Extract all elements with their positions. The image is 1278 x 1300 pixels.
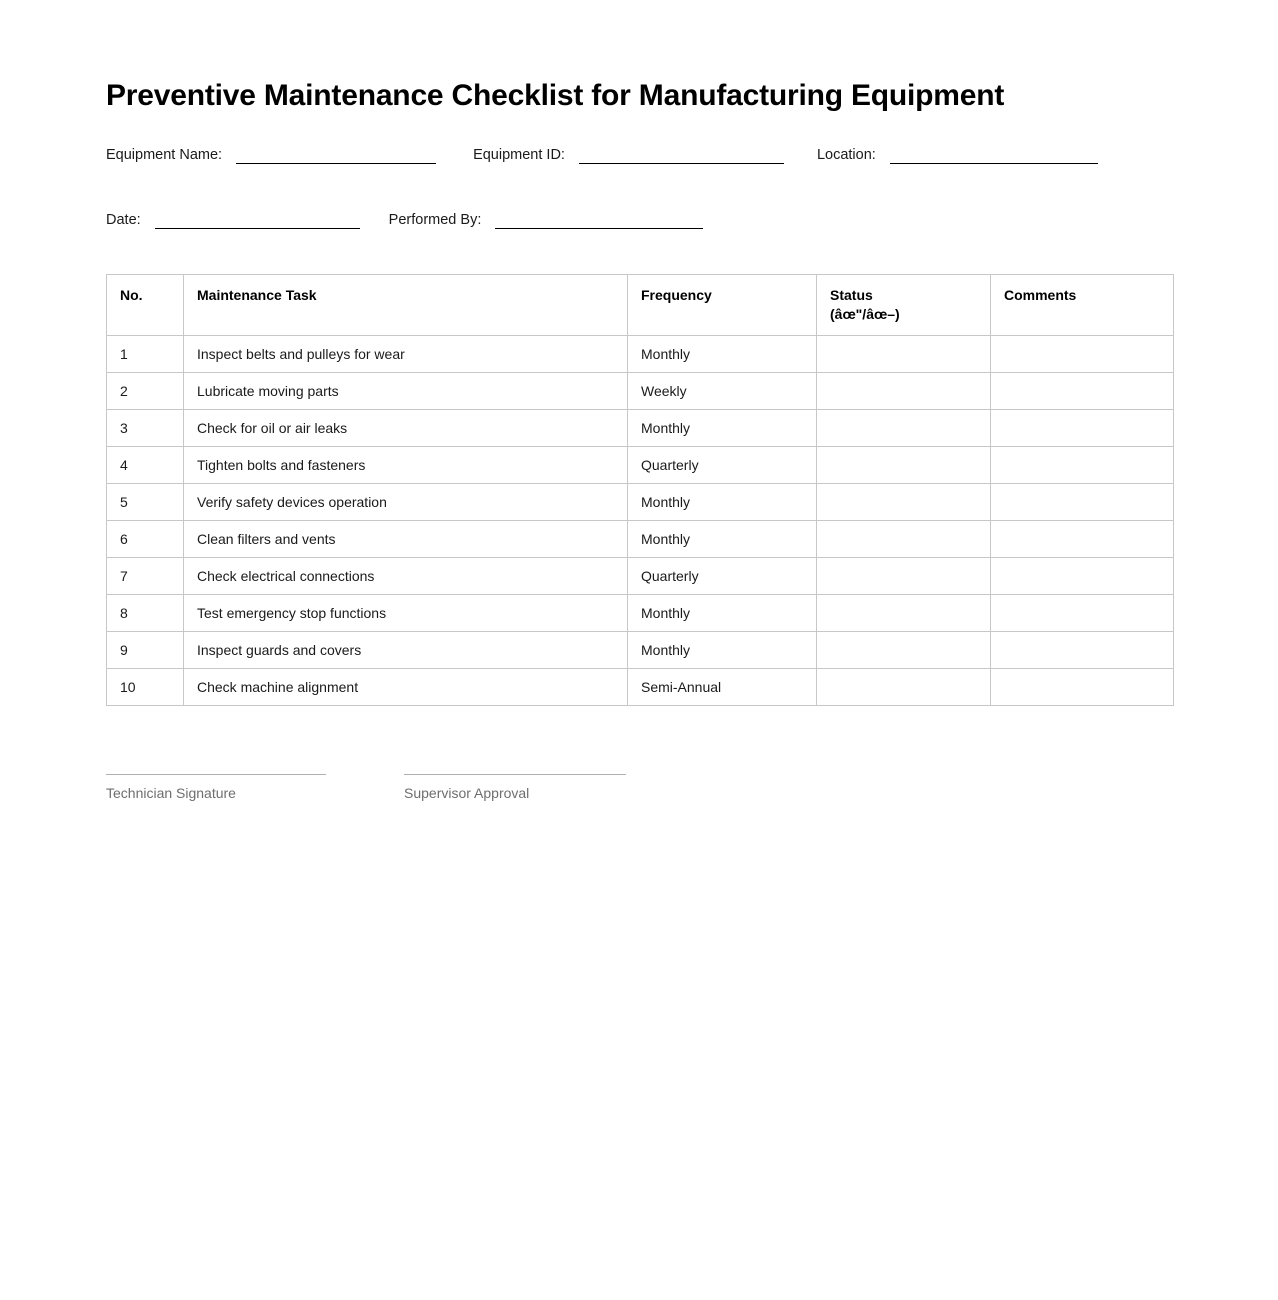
performed-by-label: Performed By: bbox=[388, 212, 482, 228]
cell-no: 6 bbox=[107, 520, 184, 557]
table-row bbox=[107, 557, 1174, 594]
cell-frequency: Quarterly bbox=[628, 446, 817, 483]
equipment-id-label: Equipment ID: bbox=[473, 147, 565, 163]
cell-task: Inspect guards and covers bbox=[184, 631, 628, 668]
table-row bbox=[107, 372, 1174, 409]
cell-comments[interactable] bbox=[991, 335, 1174, 372]
cell-frequency: Monthly bbox=[628, 409, 817, 446]
cell-status[interactable] bbox=[817, 631, 991, 668]
location-label: Location: bbox=[816, 147, 876, 163]
cell-comments[interactable] bbox=[991, 446, 1174, 483]
date-label: Date: bbox=[106, 212, 141, 228]
cell-frequency: Monthly bbox=[628, 335, 817, 372]
supervisor-approval-line[interactable] bbox=[404, 774, 626, 775]
cell-task: Verify safety devices operation bbox=[184, 483, 628, 520]
equipment-id-field[interactable] bbox=[473, 146, 784, 164]
table-row bbox=[107, 335, 1174, 372]
cell-comments[interactable] bbox=[991, 483, 1174, 520]
cell-task: Test emergency stop functions bbox=[184, 594, 628, 631]
technician-signature-label: Technician Signature bbox=[106, 784, 236, 801]
cell-no: 3 bbox=[107, 409, 184, 446]
technician-signature-block[interactable] bbox=[106, 774, 326, 801]
technician-signature-line[interactable] bbox=[106, 774, 326, 775]
cell-status[interactable] bbox=[817, 668, 991, 705]
page-title: Preventive Maintenance Checklist for Manufacturing Equipment bbox=[106, 79, 1005, 112]
cell-task: Check electrical connections bbox=[184, 557, 628, 594]
cell-task: Clean filters and vents bbox=[184, 520, 628, 557]
document-page bbox=[106, 0, 1174, 801]
cell-task: Check for oil or air leaks bbox=[184, 409, 628, 446]
performed-by-input[interactable] bbox=[495, 213, 703, 229]
cell-task: Lubricate moving parts bbox=[184, 372, 628, 409]
maintenance-checklist-table bbox=[106, 274, 1174, 706]
cell-frequency: Monthly bbox=[628, 631, 817, 668]
cell-no: 1 bbox=[107, 335, 184, 372]
column-header-no: No. bbox=[107, 275, 184, 336]
column-header-status-text: Status bbox=[830, 287, 873, 303]
equipment-name-label: Equipment Name: bbox=[106, 147, 223, 163]
cell-status[interactable] bbox=[817, 446, 991, 483]
cell-no: 7 bbox=[107, 557, 184, 594]
cell-frequency: Monthly bbox=[628, 483, 817, 520]
cell-no: 5 bbox=[107, 483, 184, 520]
location-field[interactable] bbox=[817, 146, 1098, 164]
column-header-frequency: Frequency bbox=[628, 275, 817, 336]
location-input[interactable] bbox=[890, 148, 1098, 164]
equipment-name-input[interactable] bbox=[236, 148, 436, 164]
cell-status[interactable] bbox=[817, 372, 991, 409]
cell-status[interactable] bbox=[817, 557, 991, 594]
date-field[interactable] bbox=[106, 211, 360, 229]
table-body bbox=[107, 335, 1174, 705]
cell-status[interactable] bbox=[817, 483, 991, 520]
column-header-task: Maintenance Task bbox=[184, 275, 628, 336]
table-row bbox=[107, 409, 1174, 446]
table-row bbox=[107, 594, 1174, 631]
cell-frequency: Monthly bbox=[628, 594, 817, 631]
equipment-id-input[interactable] bbox=[579, 148, 784, 164]
table-row bbox=[107, 483, 1174, 520]
column-header-comments: Comments bbox=[991, 275, 1174, 336]
cell-comments[interactable] bbox=[991, 557, 1174, 594]
cell-frequency: Quarterly bbox=[628, 557, 817, 594]
performed-by-field[interactable] bbox=[389, 211, 704, 229]
cell-comments[interactable] bbox=[991, 668, 1174, 705]
cell-comments[interactable] bbox=[991, 409, 1174, 446]
supervisor-approval-label: Supervisor Approval bbox=[404, 784, 530, 801]
table-row bbox=[107, 446, 1174, 483]
cell-task: Check machine alignment bbox=[184, 668, 628, 705]
table-row bbox=[107, 520, 1174, 557]
date-input[interactable] bbox=[155, 213, 360, 229]
signature-section bbox=[106, 774, 1174, 801]
cell-status[interactable] bbox=[817, 520, 991, 557]
cell-task: Tighten bolts and fasteners bbox=[184, 446, 628, 483]
cell-comments[interactable] bbox=[991, 631, 1174, 668]
cell-frequency: Weekly bbox=[628, 372, 817, 409]
supervisor-approval-block[interactable] bbox=[404, 774, 626, 801]
cell-comments[interactable] bbox=[991, 520, 1174, 557]
cell-task: Inspect belts and pulleys for wear bbox=[184, 335, 628, 372]
table-row bbox=[107, 668, 1174, 705]
cell-frequency: Semi-Annual bbox=[628, 668, 817, 705]
table-header-row bbox=[107, 275, 1174, 336]
equipment-name-field[interactable] bbox=[106, 146, 436, 164]
cell-comments[interactable] bbox=[991, 594, 1174, 631]
column-header-status bbox=[817, 275, 991, 336]
cell-no: 10 bbox=[107, 668, 184, 705]
cell-status[interactable] bbox=[817, 594, 991, 631]
equipment-info-row bbox=[106, 146, 1174, 164]
cell-status[interactable] bbox=[817, 335, 991, 372]
table-row bbox=[107, 631, 1174, 668]
cell-no: 8 bbox=[107, 594, 184, 631]
cell-status[interactable] bbox=[817, 409, 991, 446]
cell-frequency: Monthly bbox=[628, 520, 817, 557]
date-performer-row bbox=[106, 211, 1174, 229]
cell-comments[interactable] bbox=[991, 372, 1174, 409]
cell-no: 2 bbox=[107, 372, 184, 409]
column-header-status-symbols: (âœ"/âœ–) bbox=[830, 305, 900, 322]
cell-no: 9 bbox=[107, 631, 184, 668]
cell-no: 4 bbox=[107, 446, 184, 483]
